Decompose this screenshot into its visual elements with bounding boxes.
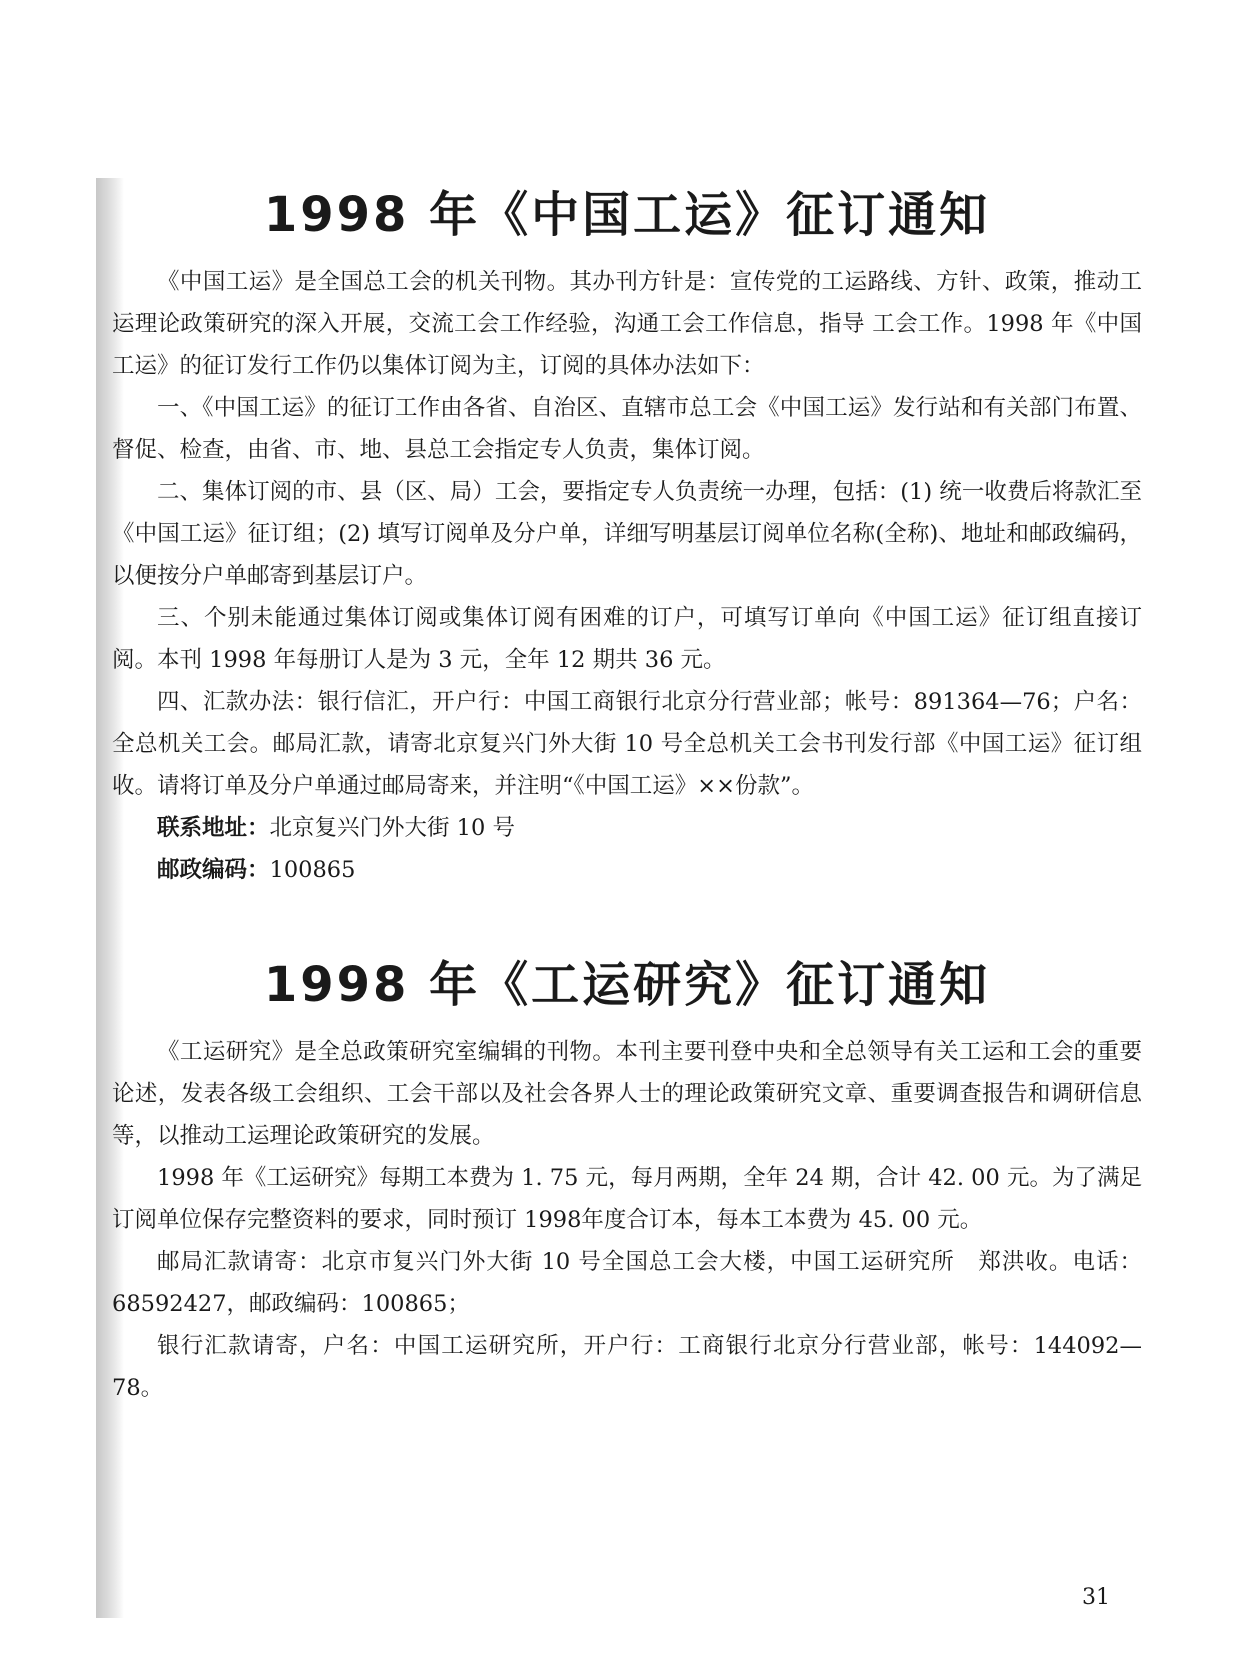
- notice-labor-movement-research: [112, 955, 1142, 1409]
- contact-address: [112, 807, 1142, 849]
- paragraph: 邮局汇款请寄：北京市复兴门外大街 10 号全国总工会大楼，中国工运研究所 郑洪收。电话：68592427，邮政编码：100865；: [112, 1249, 1142, 1317]
- notice-title: 1998 年《中国工运》征订通知: [263, 187, 991, 243]
- page-number: 31: [1082, 1585, 1110, 1610]
- paragraph: 《工运研究》是全总政策研究室编辑的刊物。本刊主要刊登中央和全总领导有关工运和工会的重要论述，发表各级工会组织、工会干部以及社会各界人士的理论政策研究文章、重要调查报告和调研信息等，以推动工运理论政策研究的发展。: [112, 1039, 1142, 1149]
- notice-title: 1998 年《工运研究》征订通知: [263, 957, 991, 1013]
- paragraph: 二、集体订阅的市、县（区、局）工会，要指定专人负责统一办理，包括：(1) 统一收费后将款汇至《中国工运》征订组；(2) 填写订阅单及分户单，详细写明基层订阅单位名称(全称)、地址和邮政编码，以便按分户单邮寄到基层订户。: [112, 479, 1142, 589]
- contact-address-value: 北京复兴门外大街 10 号: [269, 815, 515, 841]
- postal-code: [112, 849, 1142, 891]
- paragraph: 《中国工运》是全国总工会的机关刊物。其办刊方针是：宣传党的工运路线、方针、政策，推动工运理论政策研究的深入开展，交流工会工作经验，沟通工会工作信息，指导 工会工作。1998 年《中国工运》的征订发行工作仍以集体订阅为主，订阅的具体办法如下：: [112, 269, 1142, 379]
- paragraph: 1998 年《工运研究》每期工本费为 1. 75 元，每月两期，全年 24 期，合计 42. 00 元。为了满足订阅单位保存完整资料的要求，同时预订 1998年度合订本，每本工本费为 45. 00 元。: [112, 1165, 1142, 1233]
- notice-china-labor-movement: [112, 185, 1142, 891]
- paragraph: 一、《中国工运》的征订工作由各省、自治区、直辖市总工会《中国工运》发行站和有关部门布置、督促、检查，由省、市、地、县总工会指定专人负责，集体订阅。: [112, 395, 1142, 463]
- paragraph: 银行汇款请寄，户名：中国工运研究所，开户行：工商银行北京分行营业部，帐号：144092—78。: [112, 1333, 1142, 1401]
- postal-code-value: 100865: [269, 857, 356, 883]
- paragraph: 四、汇款办法：银行信汇，开户行：中国工商银行北京分行营业部；帐号：891364—76；户名：全总机关工会。邮局汇款，请寄北京复兴门外大街 10 号全总机关工会书刊发行部《中国工运》征订组收。请将订单及分户单通过邮局寄来，并注明“《中国工运》××份款”。: [112, 689, 1142, 799]
- postal-code-label: 邮政编码：: [157, 857, 270, 883]
- contact-address-label: 联系地址：: [157, 815, 270, 841]
- paragraph: 三、个别未能通过集体订阅或集体订阅有困难的订户，可填写订单向《中国工运》征订组直接订阅。本刊 1998 年每册订人是为 3 元，全年 12 期共 36 元。: [112, 605, 1142, 673]
